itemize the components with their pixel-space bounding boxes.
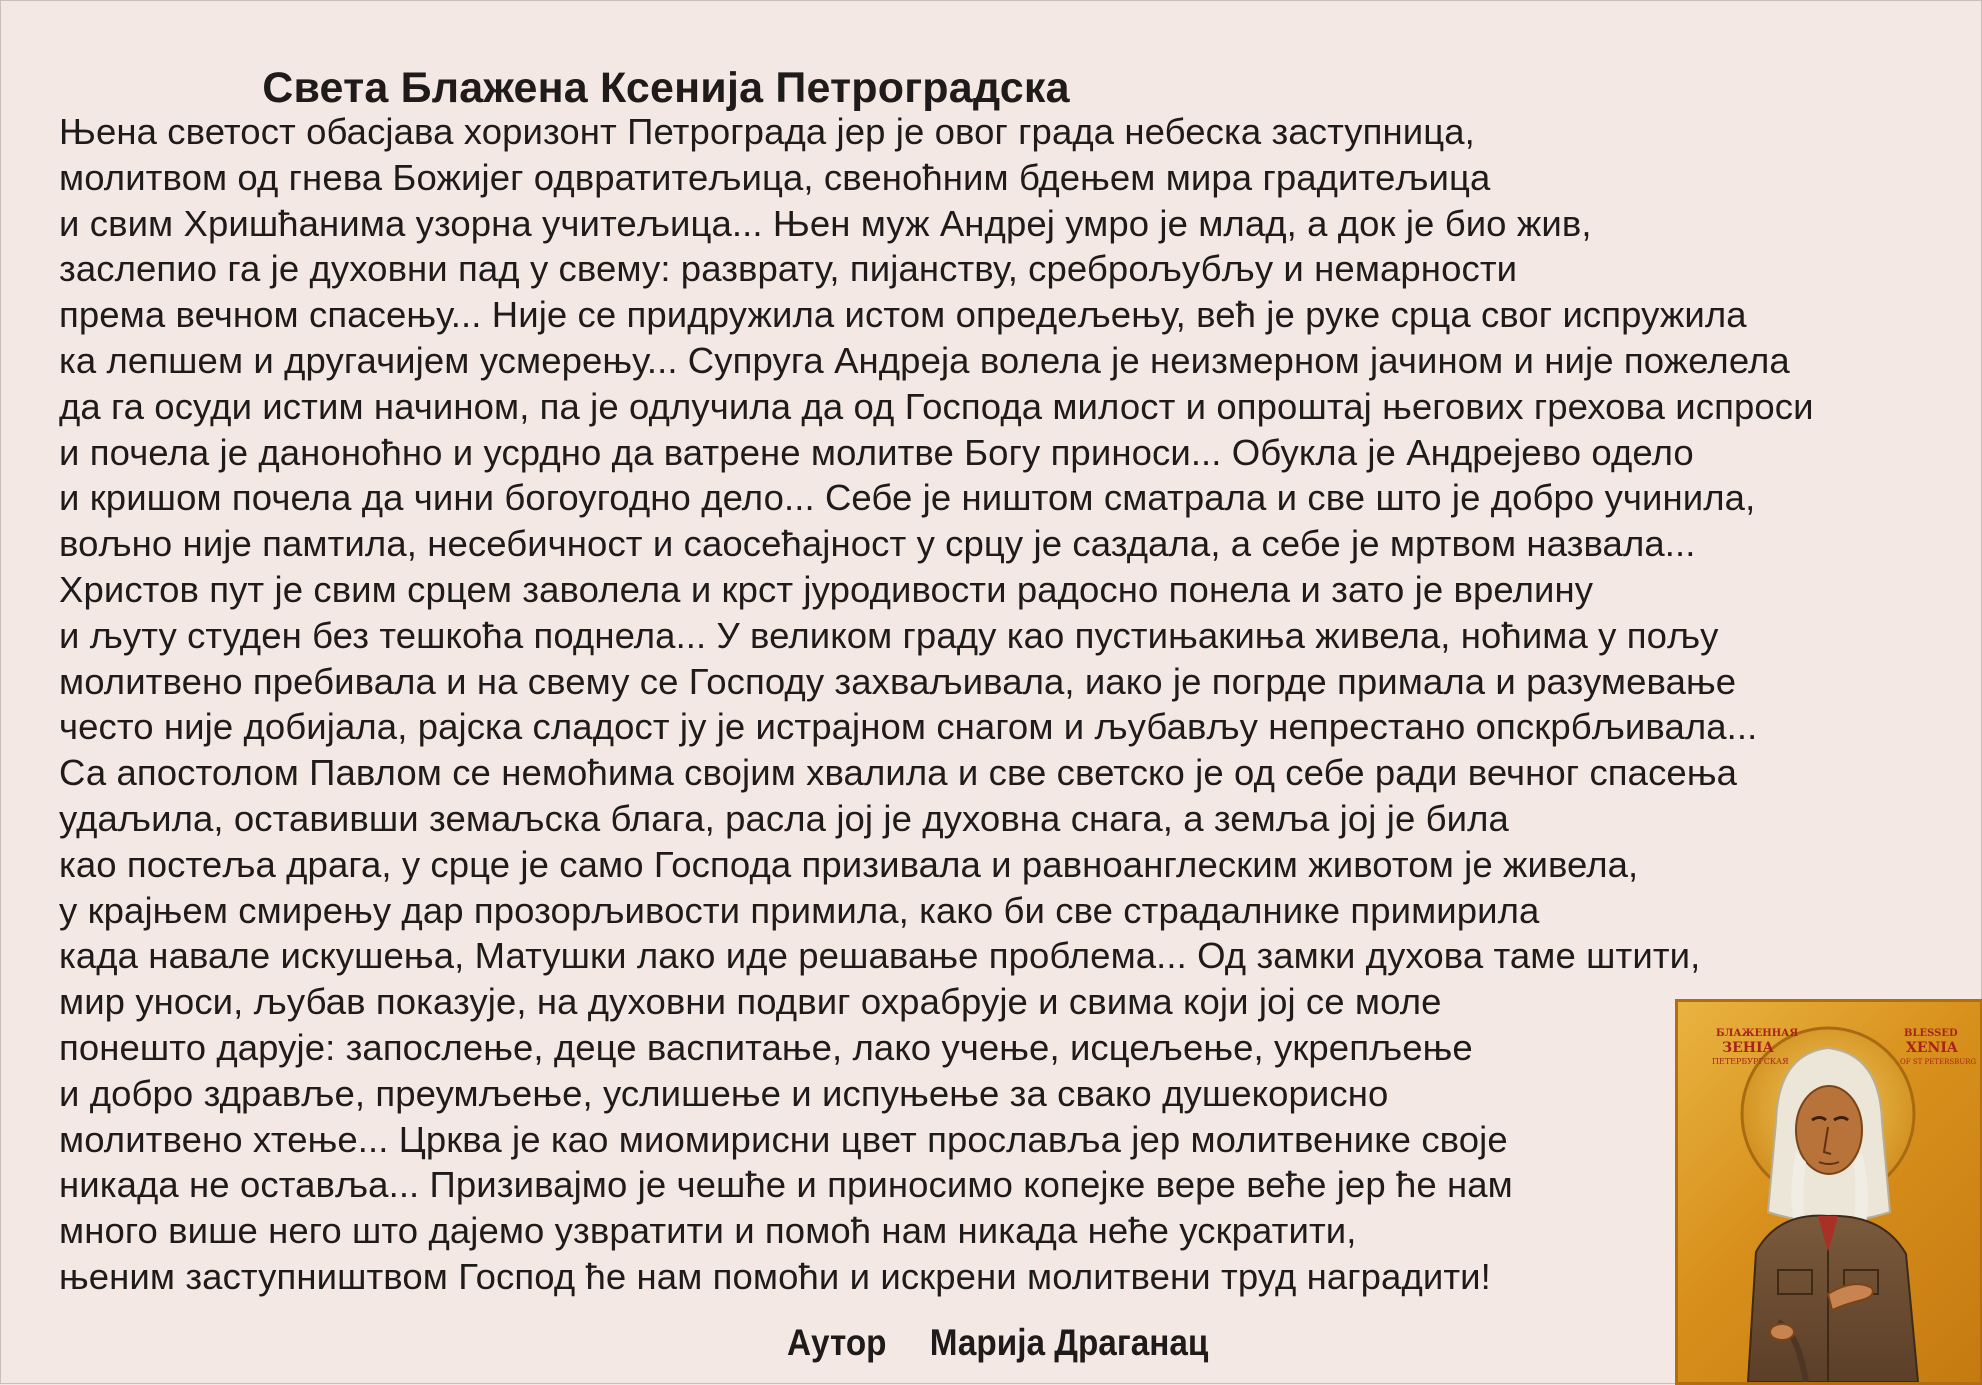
inscription-left-2: ЗЕНІА xyxy=(1722,1040,1774,1056)
poem-line: да га осуди истим начином, па је одлучила да од Господа милост и опроштај његових грехова испроси xyxy=(59,385,1814,427)
poem-line: и кришом почела да чини богоугодно дело... Себе је ништом сматрала и све што је добро учинила, xyxy=(59,477,1756,519)
author-name: Марија Драганац xyxy=(929,1322,1209,1363)
poem-line: и љуту студен без тешкоћа поднела... У великом граду као пустињакиња живела, ноћима у пољу xyxy=(59,614,1719,656)
poem-line: често није добијала, рајска сладост ју је истрајном снагом и љубављу непрестано опскрбљивала... xyxy=(59,706,1758,748)
poem-line: много више него што дајемо узвратити и помоћ нам никада неће ускратити, xyxy=(59,1210,1357,1252)
saint-xenia-icon-image xyxy=(1675,999,1982,1385)
poem-line: заслепио га је духовни пад у свему: разврату, пијанству, среброљубљу и немарности xyxy=(59,248,1518,290)
poem-line: никада не оставља... Призивајмо је чешће и приносимо копејке вере веће јер ће нам xyxy=(59,1164,1513,1206)
poem-line: удаљила, оставивши земаљска блага, расла јој је духовна снага, а земља јој је била xyxy=(59,797,1509,839)
inscription-right-1: BLESSED xyxy=(1904,1028,1958,1039)
poem-line: понешто дарује: запослење, деце васпитање, лако учење, исцељење, укрепљење xyxy=(59,1026,1473,1068)
poem-line: молитвено хтење... Црква је као миомирисни цвет прославља јер молитвенике своје xyxy=(59,1118,1508,1160)
poem-line: вољно није памтила, несебичност и саосећајност у срцу је саздала, а себе је мртвом назвала... xyxy=(59,523,1696,565)
face-shape xyxy=(1796,1086,1862,1174)
author-credit xyxy=(787,1319,1208,1367)
poem-line: у крајњем смирењу дар прозорљивости примила, како би све страдалнике примирила xyxy=(59,889,1540,931)
icon-painting xyxy=(1678,1002,1980,1382)
inscription-left-1: БЛАЖЕННАЯ xyxy=(1716,1028,1799,1039)
poem-line: ка лепшем и другачијем усмерењу... Супруга Андреја волела је неизмерном јачином и није пожелела xyxy=(59,339,1790,381)
poem-line: и почела је даноноћно и усрдно да ватрене молитве Богу приноси... Обукла је Андрејево одело xyxy=(59,431,1694,473)
poem-line: њеним заступништвом Господ ће нам помоћи и искрени молитвени труд наградити! xyxy=(59,1255,1491,1297)
inscription-left-3: ПЕТЕРБУРГСКАЯ xyxy=(1712,1057,1789,1066)
poem-line: мир уноси, љубав показује, на духовни подвиг охрабрује и свима који јој се моле xyxy=(59,981,1442,1023)
inscription-right-3: OF ST PETERSBURG xyxy=(1900,1058,1977,1066)
poem-line: Њена светост обасјава хоризонт Петрограда јер је овог града небеска заступница, xyxy=(59,111,1475,152)
poem-line: према вечном спасењу... Није се придружила истом опредељењу, већ је руке срца свог испружила xyxy=(59,294,1747,336)
poem-line: молитвено пребивала и на свему се Господу захваљивала, иако је погрде примала и разумевање xyxy=(59,660,1737,702)
inscription-right-2: XENIA xyxy=(1906,1040,1958,1056)
poem-line: Са апостолом Павлом се немоћима својим хвалила и све светско је од себе ради вечног спасења xyxy=(59,752,1737,794)
poem-line: Христов пут је свим срцем заволела и крст јуродивости радосно понела и зато је врелину xyxy=(59,568,1594,610)
page-title: Света Блажена Ксенија Петроградска xyxy=(262,63,1070,112)
poem-line: молитвом од гнева Божијег одвратитељица, свеноћним бдењем мира градитељица xyxy=(59,156,1491,198)
poem-line: као постеља драга, у срце је само Господа призивала и равноанглеским животом је живела, xyxy=(59,843,1639,885)
poem-line: и свим Хришћанима узорна учитељица... Њен муж Андреј умро је млад, а док је био жив, xyxy=(59,202,1592,244)
poem-line: и добро здравље, преумљење, услишење и испуњење за свако душекорисно xyxy=(59,1072,1389,1114)
poem-line: када навале искушења, Матушки лако иде решавање проблема... Од замки духова таме штити, xyxy=(59,935,1701,977)
author-label: Аутор xyxy=(787,1322,887,1363)
